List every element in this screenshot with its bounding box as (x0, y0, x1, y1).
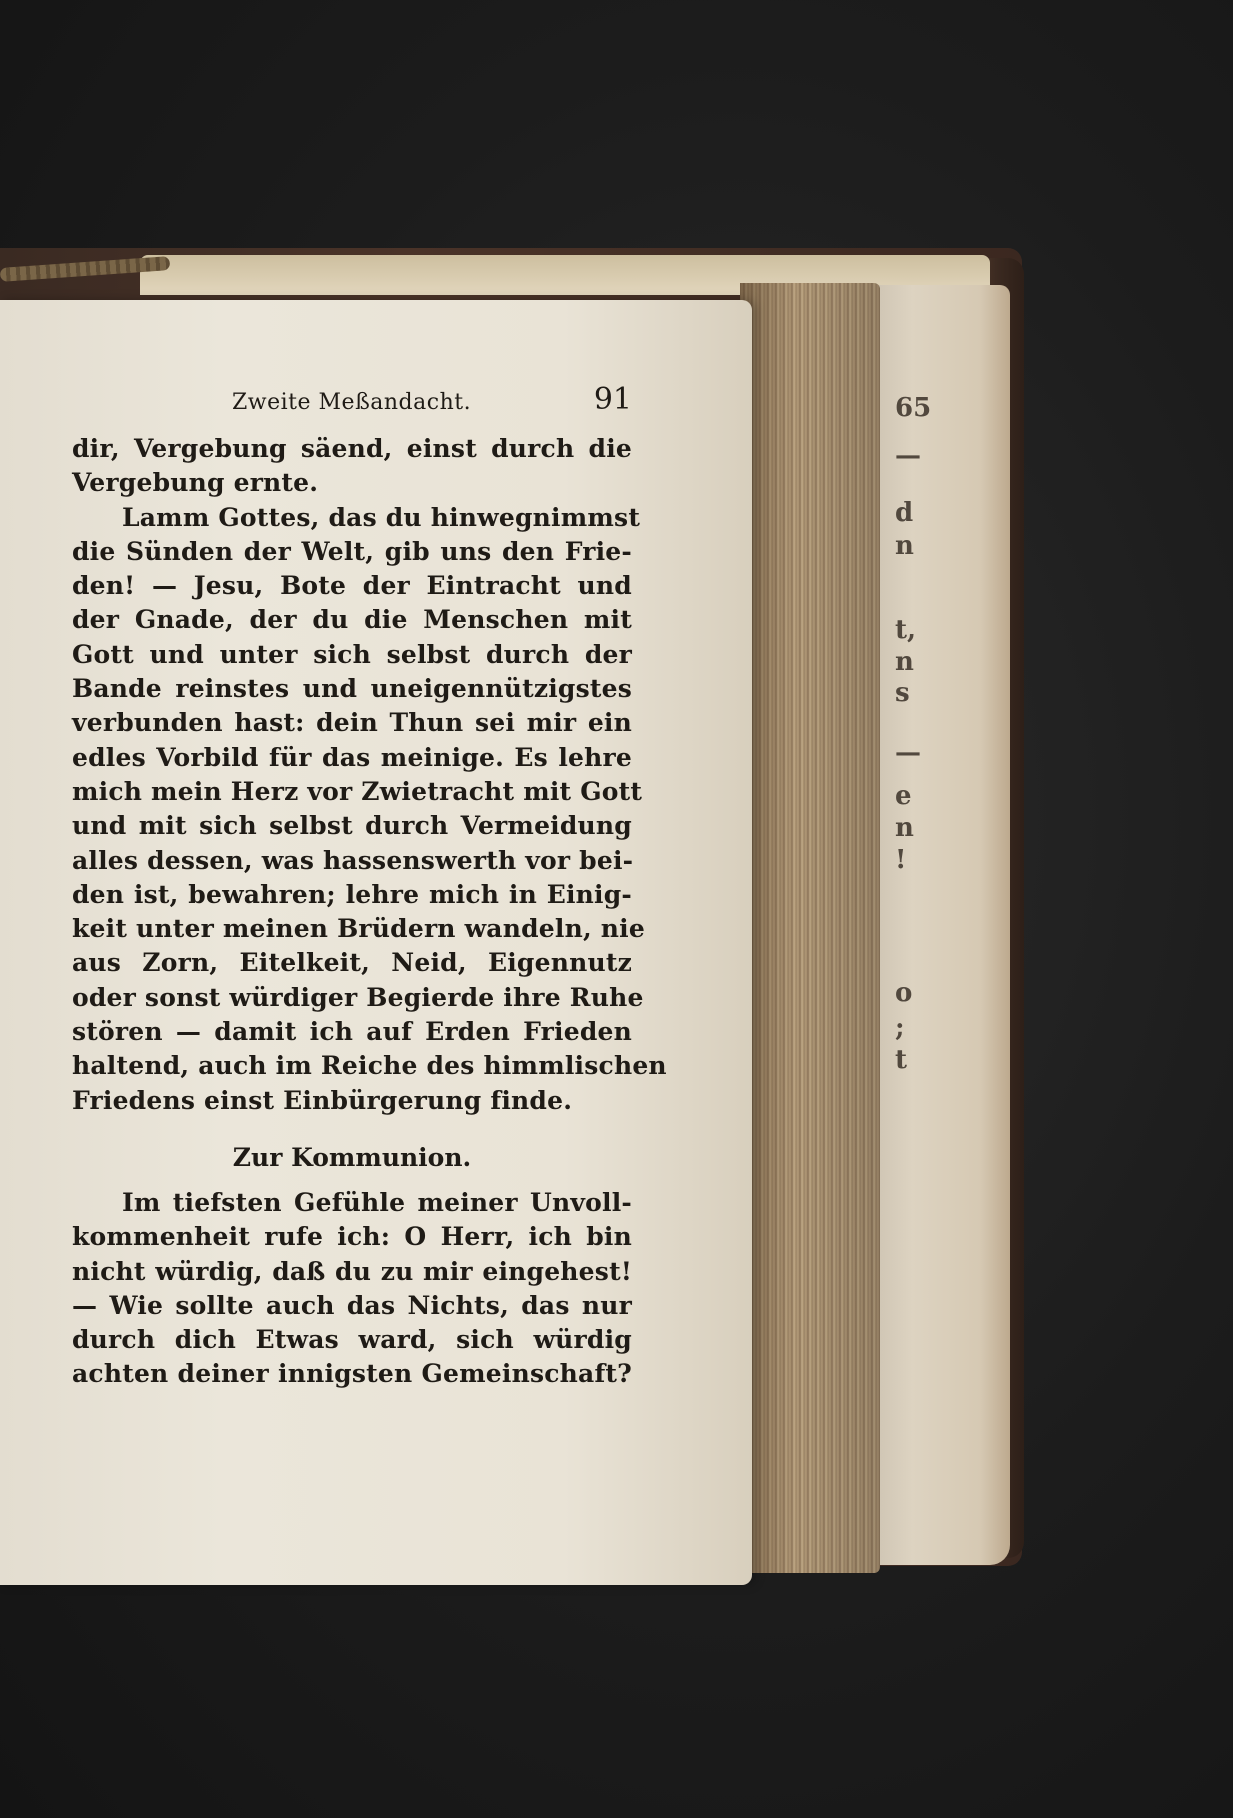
running-title: Zweite Meßandacht. (232, 390, 472, 415)
section-title: Zur Kommunion. (232, 1142, 472, 1172)
fragment: ; (895, 1013, 905, 1043)
text-line: nicht würdig, daß du zu mir eingehest! (72, 1256, 632, 1286)
fragment: e (895, 781, 912, 811)
text-line: die Sünden der Welt, gib uns den Frie- (72, 536, 632, 566)
text-line: dir, Vergebung säend, einst durch die (72, 434, 632, 463)
fragment: s (895, 678, 910, 708)
text-line: durch dich Etwas ward, sich würdig (72, 1325, 632, 1355)
fragment: t (895, 1045, 908, 1075)
fragment: o (895, 978, 913, 1008)
fragment: d (895, 498, 914, 528)
text-line: haltend, auch im Reiche des himmlischen (72, 1051, 667, 1081)
text-line: den! — Jesu, Bote der Eintracht und (72, 571, 632, 601)
text-line: Gott und unter sich selbst durch der (72, 639, 632, 669)
text-line: Bande reinstes und uneigennützigstes (72, 674, 632, 704)
text-line: achten deiner innigsten Gemeinschaft? (72, 1359, 632, 1389)
fragment: n (895, 647, 914, 677)
page-number: 91 (593, 382, 632, 417)
fragment: n (895, 531, 914, 561)
text-line: der Gnade, der du die Menschen mit (72, 605, 632, 635)
opposite-page (860, 285, 1010, 1565)
text-line: — Wie sollte auch das Nichts, das nur (72, 1290, 632, 1320)
text-line: und mit sich selbst durch Vermeidung (72, 811, 632, 841)
text-line: keit unter meinen Brüdern wandeln, nie (72, 914, 645, 944)
text-line: Lamm Gottes, das du hinwegnimmst (122, 502, 641, 532)
text-line: mich mein Herz vor Zwietracht mit Gott (72, 776, 643, 806)
text-line: stören — damit ich auf Erden Frieden (72, 1017, 632, 1047)
fragment: n (895, 813, 914, 843)
text-line: Vergebung ernte. (72, 468, 319, 498)
text-line: kommenheit rufe ich: O Herr, ich bin (72, 1222, 632, 1252)
text-line: oder sonst würdiger Begierde ihre Ruhe (72, 982, 644, 1012)
fragment: 65 (895, 393, 932, 423)
fragment: — (895, 738, 921, 768)
fragment: t, (895, 615, 917, 645)
text-line: Im tiefsten Gefühle meiner Unvoll- (122, 1187, 632, 1217)
text-line: Friedens einst Einbürgerung finde. (72, 1085, 573, 1115)
text-line: edles Vorbild für das meinige. Es lehre (72, 742, 632, 772)
text-line: alles dessen, was hassenswerth vor bei- (72, 845, 634, 875)
text-line: verbunden hast: dein Thun sei mir ein (72, 708, 632, 738)
fragment: — (895, 441, 921, 471)
fragment: ! (895, 845, 907, 875)
text-line: den ist, bewahren; lehre mich in Einig- (72, 879, 632, 909)
page-text (72, 382, 667, 1392)
text-line: aus Zorn, Eitelkeit, Neid, Eigennutz (72, 948, 632, 978)
page-header (72, 382, 632, 426)
